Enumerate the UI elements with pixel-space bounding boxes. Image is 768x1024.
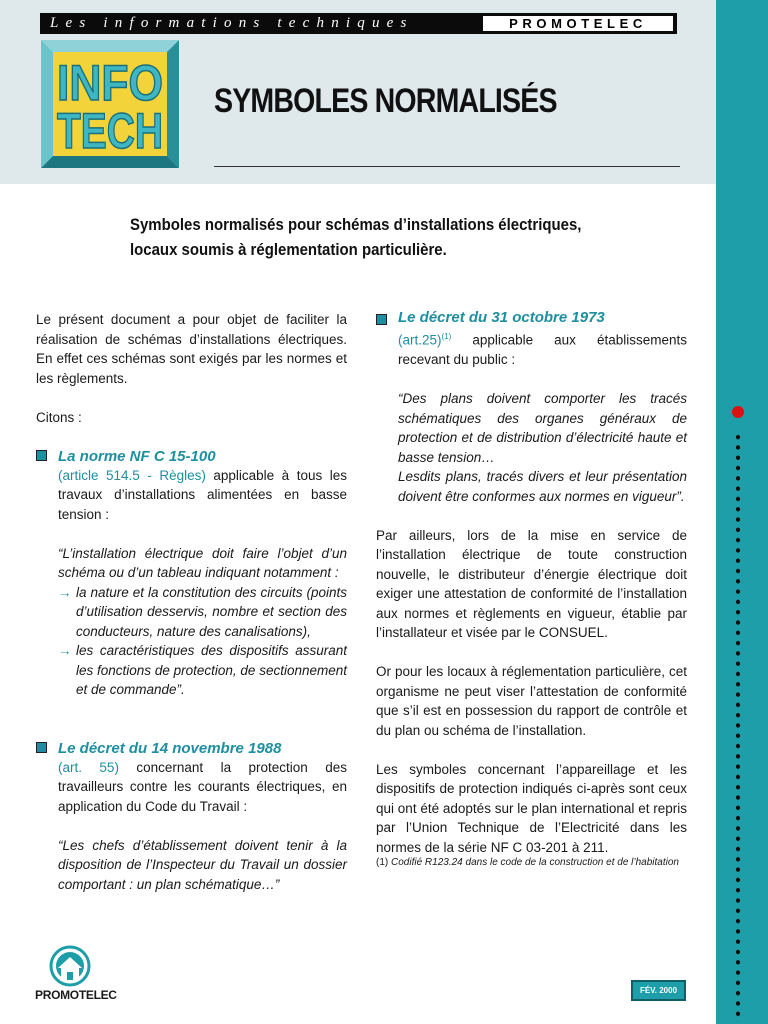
footnote-marker: (1) xyxy=(441,332,452,341)
square-bullet-icon xyxy=(36,450,47,461)
arrow-right-icon: → xyxy=(58,643,72,658)
paragraph: Or pour les locaux à réglementation particulière, cet organisme ne peut viser l’attestation de conformité que s’il est en possession du rapport de contrôle et du plan ou schéma de l’installation. xyxy=(376,664,687,738)
footnote-text: Codifié R123.24 dans le code de la construction et de l’habitation xyxy=(388,857,679,868)
section-title: La norme NF C 15-100 xyxy=(58,447,216,465)
list-item-text: les caractéristiques des dispositifs assurant les fonctions de protection, de sectionnement et de commande”. xyxy=(76,643,347,697)
section-decret-1973 xyxy=(376,308,687,506)
subtitle-line-2: locaux soumis à réglementation particulière. xyxy=(130,240,447,259)
title-rule xyxy=(214,166,680,167)
section-text: applicable à tous les travaux d’installations alimentées en basse tension : xyxy=(58,467,347,522)
side-teal-bar xyxy=(716,0,768,1024)
footnote xyxy=(376,857,687,869)
footnote-mark: (1) xyxy=(376,857,389,868)
right-column xyxy=(376,308,687,869)
banner-brand: PROMOTELEC xyxy=(483,16,673,31)
section-text: concernant la protection des travailleurs contre les courants électriques, en application du Code du Travail : xyxy=(58,759,348,814)
footer-brand: PROMOTELEC xyxy=(35,988,117,1002)
quote-text: “L’installation électrique doit faire l’objet d’un schéma ou d’un tableau indiquant notamment : xyxy=(58,545,347,580)
quote-text: Lesdits plans, tracés divers et leur présentation doivent être conformes aux normes en vigueur”. xyxy=(398,469,687,504)
section-decret-1988 xyxy=(36,739,347,817)
square-bullet-icon xyxy=(376,314,387,325)
red-dot-marker xyxy=(732,406,744,418)
top-banner xyxy=(40,13,677,34)
section-nfc15100 xyxy=(36,447,347,525)
paragraph: Par ailleurs, lors de la mise en service de l’installation électrique de toute construction nouvelle, le distributeur d’énergie électrique doit exiger une attestation de conformité de l’installation aux normes et règlements en vigueur, établie par l’installateur et visée par le CONSUEL. xyxy=(376,527,687,640)
banner-tagline: Les informations techniques xyxy=(50,15,414,31)
section-reference: (art.25) xyxy=(398,332,442,348)
square-bullet-icon xyxy=(36,742,47,753)
section-title: Le décret du 31 octobre 1973 xyxy=(398,309,605,326)
quote-text: “Des plans doivent comporter les tracés schématiques des organes généraux de protection et de distribution d’électricité haute et basse tension… xyxy=(398,391,687,465)
section-reference: (article 514.5 - Règles) xyxy=(58,467,206,483)
page-subtitle xyxy=(130,212,623,262)
subtitle-line-1: Symboles normalisés pour schémas d’installations électriques, xyxy=(130,215,582,234)
date-badge: FÉV. 2000 xyxy=(631,980,686,1001)
intro-paragraph: Le présent document a pour objet de faciliter la réalisation de schémas d’installations électriques. En effet ces schémas sont exigés par les normes et les règlements. xyxy=(36,312,347,386)
left-column xyxy=(36,310,347,894)
list-item xyxy=(58,583,347,642)
list-item xyxy=(58,641,347,700)
page-title: SYMBOLES NORMALISÉS xyxy=(214,82,557,120)
logo-text-tech: TECH xyxy=(57,103,163,159)
infotech-logo xyxy=(41,40,179,168)
section-text: applicable aux établissements recevant du public : xyxy=(398,332,687,367)
citons-text: Citons : xyxy=(36,409,82,425)
dotted-border-decoration xyxy=(735,432,741,1022)
list-item-text: la nature et la constitution des circuits (points d’utilisation desservis, nombre et section des conducteurs, nature des canalisations), xyxy=(76,584,347,639)
paragraph: Les symboles concernant l’appareillage et les dispositifs de protection indiqués ci-après sont ceux qui ont été adoptés sur le plan international et repris par l’Union Technique de l’Electricité dans les normes de la série NF C 03-201 à 211. xyxy=(376,761,687,855)
arrow-right-icon: → xyxy=(58,584,72,600)
section-reference: (art. 55) xyxy=(58,759,119,775)
section-title: Le décret du 14 novembre 1988 xyxy=(58,739,282,757)
logo-text-info: INFO xyxy=(57,55,163,111)
quote-text: “Les chefs d’établissement doivent tenir à la disposition de l’Inspecteur du Travail un dossier comportant : un plan schématique…” xyxy=(58,837,347,892)
